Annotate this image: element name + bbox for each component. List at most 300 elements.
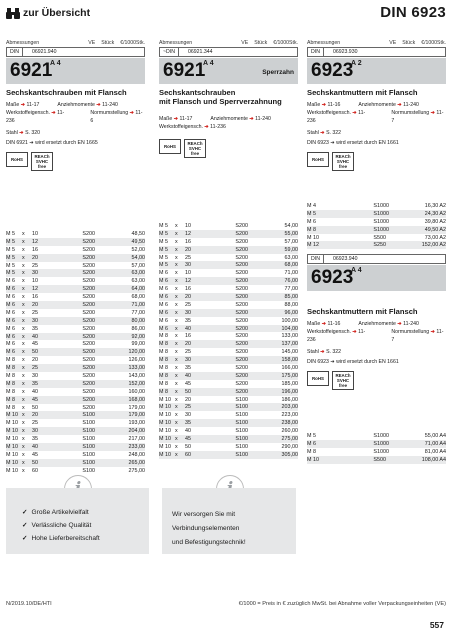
- table-cell: 133,00: [128, 365, 145, 372]
- table-cell: M 8: [159, 333, 168, 340]
- table-cell: M 6: [6, 278, 15, 285]
- table-cell: 200: [239, 230, 248, 237]
- table-cell: 223,00: [281, 412, 298, 419]
- table-cell: M 8: [159, 364, 168, 371]
- table-cell: S: [235, 428, 239, 435]
- table-cell: M 6: [6, 349, 15, 356]
- table-cell: 40: [185, 428, 191, 435]
- table-cell: M 6: [159, 293, 168, 300]
- table-cell: 179,00: [128, 404, 145, 411]
- table-cell: M 10: [6, 420, 18, 427]
- page-title: DIN 6923: [380, 4, 446, 21]
- table-cell: 71,00: [131, 301, 145, 308]
- table-row: [307, 218, 446, 226]
- table-row: [6, 427, 145, 435]
- table-cell: 63,00: [131, 278, 145, 285]
- table-cell: M 6: [159, 325, 168, 332]
- table-cell: 100: [239, 428, 248, 435]
- table-cell: S: [82, 404, 86, 411]
- table-cell: x: [175, 435, 178, 442]
- table-cell: S: [235, 451, 239, 458]
- table-cell: 100: [239, 443, 248, 450]
- rohs-badge: RoHS: [307, 152, 329, 167]
- table-cell: 16,30 A2: [424, 202, 446, 209]
- table-cell: 20: [185, 293, 191, 300]
- table-row: [307, 448, 446, 456]
- table-cell: S: [82, 270, 86, 277]
- table-cell: x: [22, 333, 25, 340]
- table-cell: 290,00: [281, 443, 298, 450]
- table-cell: 12: [32, 286, 38, 293]
- table-row: [159, 348, 298, 356]
- table-cell: x: [175, 301, 178, 308]
- table-cell: 166,00: [281, 364, 298, 371]
- table-cell: 200: [239, 357, 248, 364]
- table-cell: x: [22, 451, 25, 458]
- table-cell: 100: [239, 435, 248, 442]
- table-cell: 30: [185, 309, 191, 316]
- table-cell: 200: [86, 372, 95, 379]
- table-row: [159, 222, 298, 230]
- table-cell: 200: [86, 357, 95, 364]
- table-cell: 275,00: [128, 467, 145, 474]
- page-number: 557: [429, 620, 444, 630]
- table-row: [159, 380, 298, 388]
- table-cell: x: [175, 357, 178, 364]
- table-row: [6, 238, 145, 246]
- table-cell: 250: [377, 242, 386, 249]
- table-cell: 60: [32, 467, 38, 474]
- table-cell: 200: [239, 270, 248, 277]
- table-cell: M 6: [6, 286, 15, 293]
- table-row: [307, 432, 446, 440]
- spec-link[interactable]: Normumstellung ➔ 11-7: [391, 110, 444, 124]
- table-cell: x: [22, 246, 25, 253]
- table-cell: S: [235, 435, 239, 442]
- table-cell: 200: [86, 270, 95, 277]
- table-cell: 25: [185, 404, 191, 411]
- table-cell: x: [175, 341, 178, 348]
- table-cell: S: [373, 440, 377, 447]
- table-cell: S: [373, 242, 377, 249]
- table-cell: 143,00: [128, 372, 145, 379]
- table-cell: 152,00: [128, 380, 145, 387]
- table-cell: 25: [185, 254, 191, 261]
- standard-note: DIN 6923 ➔ wird ersetzt durch EN 1661: [307, 140, 399, 146]
- table-cell: 200: [239, 364, 248, 371]
- table-cell: x: [175, 428, 178, 435]
- table-cell: 63,00: [284, 254, 298, 261]
- table-cell: x: [175, 270, 178, 277]
- table-cell: 40: [185, 372, 191, 379]
- table-cell: 100: [86, 428, 95, 435]
- table-cell: 137,00: [281, 341, 298, 348]
- price-table-6921-sperrzahn: [159, 222, 298, 459]
- table-cell: S: [82, 278, 86, 285]
- table-cell: S: [82, 246, 86, 253]
- compliance-badges: [159, 139, 298, 158]
- table-row: [6, 262, 145, 270]
- table-cell: 35: [185, 317, 191, 324]
- table-cell: S: [235, 372, 239, 379]
- table-row: [6, 380, 145, 388]
- table-cell: S: [235, 286, 239, 293]
- table-row: [159, 396, 298, 404]
- table-cell: 1000: [377, 448, 389, 455]
- table-row: [6, 293, 145, 301]
- table-cell: 200: [239, 254, 248, 261]
- table-cell: 35: [185, 420, 191, 427]
- table-cell: 158,00: [281, 357, 298, 364]
- column-6921-sperrzahn: [159, 40, 298, 158]
- spec-link[interactable]: Stahl ➔ S. 322: [307, 349, 342, 355]
- spec-link[interactable]: Maße ➔ 11-17: [6, 102, 40, 108]
- table-cell: 200: [239, 388, 248, 395]
- table-cell: M 10: [6, 436, 18, 443]
- table-row: [307, 234, 446, 242]
- table-cell: 16: [32, 246, 38, 253]
- table-row: [6, 309, 145, 317]
- table-cell: x: [175, 309, 178, 316]
- table-cell: 71,00: [284, 270, 298, 277]
- table-row: [6, 285, 145, 293]
- table-cell: M 8: [6, 380, 15, 387]
- table-cell: S: [82, 420, 86, 427]
- table-cell: 200: [86, 301, 95, 308]
- table-cell: M 5: [159, 246, 168, 253]
- table-cell: 50: [32, 404, 38, 411]
- article-code: DIN 06923.940: [307, 254, 446, 264]
- reach-badge: REACh SVHC free: [31, 152, 53, 171]
- table-cell: 200: [86, 246, 95, 253]
- table-cell: S: [373, 448, 377, 455]
- table-row: [6, 404, 145, 412]
- table-cell: 45: [185, 435, 191, 442]
- table-cell: 45: [32, 451, 38, 458]
- table-cell: x: [175, 443, 178, 450]
- table-cell: 179,00: [128, 412, 145, 419]
- table-cell: 48,50: [131, 230, 145, 237]
- table-cell: 145,00: [281, 349, 298, 356]
- table-cell: 50: [32, 349, 38, 356]
- table-cell: x: [22, 349, 25, 356]
- table-cell: M 10: [6, 428, 18, 435]
- table-cell: S: [82, 372, 86, 379]
- table-cell: 77,00: [284, 286, 298, 293]
- table-cell: x: [22, 262, 25, 269]
- table-cell: 200: [239, 380, 248, 387]
- table-cell: x: [22, 278, 25, 285]
- standard-note: DIN 6921 ➔ wird ersetzt durch EN 1665: [6, 140, 98, 146]
- table-cell: x: [22, 365, 25, 372]
- table-cell: 45: [32, 396, 38, 403]
- material-grade: A 4: [203, 60, 214, 67]
- table-cell: M 10: [159, 412, 171, 419]
- table-cell: M 5: [159, 254, 168, 261]
- table-cell: M 6: [6, 325, 15, 332]
- table-cell: x: [175, 293, 178, 300]
- table-cell: x: [175, 404, 178, 411]
- table-cell: x: [175, 254, 178, 261]
- table-row: [159, 340, 298, 348]
- table-cell: 71,00 A4: [424, 440, 446, 447]
- table-row: [6, 348, 145, 356]
- table-cell: M 8: [6, 357, 15, 364]
- table-cell: 200: [86, 388, 95, 395]
- table-cell: M 8: [307, 448, 316, 455]
- table-cell: 16: [185, 238, 191, 245]
- table-cell: 1000: [377, 210, 389, 217]
- table-cell: S: [82, 459, 86, 466]
- table-cell: 200: [86, 309, 95, 316]
- table-cell: 30: [185, 262, 191, 269]
- table-cell: M 10: [307, 456, 319, 463]
- spec-link[interactable]: Werkstoffeigensch. ➔ 11-236: [6, 110, 65, 124]
- table-cell: S: [235, 230, 239, 237]
- table-cell: 100: [239, 412, 248, 419]
- table-cell: M 10: [6, 451, 18, 458]
- table-cell: x: [175, 420, 178, 427]
- table-cell: 238,00: [281, 420, 298, 427]
- table-cell: S: [235, 333, 239, 340]
- table-cell: 200: [239, 309, 248, 316]
- table-cell: 25: [32, 365, 38, 372]
- table-row: [307, 241, 446, 249]
- spec-link[interactable]: Werkstoffeigensch. ➔ 11-236: [159, 124, 226, 130]
- table-cell: M 12: [307, 242, 319, 249]
- spec-link[interactable]: Stahl ➔ S. 320: [6, 130, 41, 136]
- table-cell: 200: [86, 238, 95, 245]
- spec-link[interactable]: Normumstellung ➔ 11-7: [391, 329, 444, 343]
- table-cell: x: [22, 357, 25, 364]
- table-cell: M 8: [159, 341, 168, 348]
- article-code: ~DIN 06921.344: [159, 47, 298, 57]
- table-cell: M 10: [159, 435, 171, 442]
- table-cell: 76,00: [284, 278, 298, 285]
- table-cell: 200: [86, 278, 95, 285]
- table-cell: 88,00: [284, 301, 298, 308]
- table-row: [6, 333, 145, 341]
- reach-badge: REACh SVHC free: [184, 139, 206, 158]
- table-cell: S: [82, 412, 86, 419]
- table-row: [6, 451, 145, 459]
- table-cell: 265,00: [128, 459, 145, 466]
- table-cell: S: [82, 301, 86, 308]
- spec-link[interactable]: Anziehmomente ➔ 11-240: [358, 102, 419, 108]
- column-6921-a4: [6, 40, 145, 171]
- spec-link[interactable]: Anziehmomente ➔ 11-240: [210, 116, 271, 122]
- table-cell: 50: [185, 388, 191, 395]
- price-table-6921-a4: [6, 230, 145, 475]
- table-cell: 196,00: [281, 388, 298, 395]
- product-title: Sechskantmuttern mit Flansch: [307, 307, 418, 316]
- table-row: [6, 269, 145, 277]
- table-cell: 16: [185, 333, 191, 340]
- table-row: [307, 202, 446, 210]
- table-cell: 40: [185, 325, 191, 332]
- table-cell: S: [82, 349, 86, 356]
- table-cell: S: [82, 467, 86, 474]
- column-header: Abmessungen VE Stück €/1000Stk.: [307, 40, 446, 46]
- table-cell: S: [82, 341, 86, 348]
- table-cell: x: [175, 325, 178, 332]
- table-cell: 77,00: [131, 309, 145, 316]
- table-cell: 120,00: [128, 349, 145, 356]
- table-cell: 204,00: [128, 428, 145, 435]
- column-6923: [307, 40, 446, 171]
- table-cell: S: [235, 396, 239, 403]
- spec-link[interactable]: Anziehmomente ➔ 11-240: [358, 321, 419, 327]
- table-cell: S: [235, 364, 239, 371]
- table-cell: S: [235, 301, 239, 308]
- article-number: 6921: [10, 60, 53, 81]
- table-cell: 186,00: [281, 396, 298, 403]
- table-cell: S: [235, 443, 239, 450]
- feature-item: ✓ Verlässliche Qualität: [22, 519, 149, 532]
- table-cell: S: [235, 349, 239, 356]
- table-cell: 12: [185, 230, 191, 237]
- table-cell: 12: [185, 278, 191, 285]
- table-cell: 200: [86, 349, 95, 356]
- table-cell: 200: [239, 317, 248, 324]
- table-cell: 100: [86, 412, 95, 419]
- column-header: Abmessungen VE Stück €/1000Stk.: [6, 40, 145, 46]
- table-row: [159, 356, 298, 364]
- table-cell: 20: [32, 254, 38, 261]
- table-cell: S: [373, 218, 377, 225]
- table-cell: 35: [32, 380, 38, 387]
- table-cell: 10: [185, 222, 191, 229]
- table-cell: 30: [185, 412, 191, 419]
- table-cell: S: [373, 226, 377, 233]
- table-cell: 200: [239, 293, 248, 300]
- table-cell: x: [175, 388, 178, 395]
- table-row: [307, 226, 446, 234]
- spec-link[interactable]: Stahl ➔ S. 322: [307, 130, 342, 136]
- table-cell: S: [235, 412, 239, 419]
- table-cell: 63,00: [131, 270, 145, 277]
- table-cell: M 10: [6, 412, 18, 419]
- table-cell: 100: [86, 467, 95, 474]
- table-cell: 20: [32, 357, 38, 364]
- table-cell: S: [82, 294, 86, 301]
- table-cell: 185,00: [281, 380, 298, 387]
- table-cell: 10: [185, 270, 191, 277]
- table-cell: S: [82, 309, 86, 316]
- table-cell: 200: [239, 286, 248, 293]
- table-cell: M 10: [6, 443, 18, 450]
- table-cell: M 8: [6, 365, 15, 372]
- table-row: [6, 246, 145, 254]
- table-row: [159, 238, 298, 246]
- table-cell: S: [235, 238, 239, 245]
- table-row: [6, 372, 145, 380]
- table-cell: S: [235, 246, 239, 253]
- table-cell: 54,00: [131, 254, 145, 261]
- table-cell: x: [22, 325, 25, 332]
- table-cell: S: [235, 222, 239, 229]
- table-row: [159, 230, 298, 238]
- table-cell: x: [22, 301, 25, 308]
- table-row: [6, 364, 145, 372]
- table-cell: 55,00: [284, 230, 298, 237]
- table-cell: 100: [86, 459, 95, 466]
- product-6923-a4: [307, 253, 446, 390]
- rohs-badge: RoHS: [307, 371, 329, 386]
- table-cell: S: [82, 443, 86, 450]
- table-cell: M 8: [159, 349, 168, 356]
- table-cell: M 6: [159, 317, 168, 324]
- spec-link[interactable]: Maße ➔ 11-16: [307, 102, 341, 108]
- table-cell: 25: [32, 262, 38, 269]
- table-cell: 50: [185, 443, 191, 450]
- table-cell: 104,00: [281, 325, 298, 332]
- table-cell: x: [175, 333, 178, 340]
- table-cell: S: [373, 210, 377, 217]
- back-to-overview-link[interactable]: [6, 6, 90, 20]
- table-cell: 52,00: [131, 246, 145, 253]
- table-cell: x: [22, 380, 25, 387]
- table-cell: 217,00: [128, 436, 145, 443]
- top-bar: [6, 4, 446, 26]
- table-cell: x: [22, 443, 25, 450]
- spec-link[interactable]: Normumstellung ➔ 11-6: [90, 110, 143, 124]
- spec-link[interactable]: Maße ➔ 11-17: [159, 116, 193, 122]
- table-cell: 30: [32, 317, 38, 324]
- table-cell: M 10: [159, 420, 171, 427]
- table-cell: 54,00: [284, 222, 298, 229]
- table-cell: 200: [86, 254, 95, 261]
- table-cell: x: [22, 388, 25, 395]
- table-cell: S: [373, 432, 377, 439]
- spec-link[interactable]: Werkstoffeigensch. ➔ 11-236: [307, 329, 366, 343]
- table-cell: 68,00: [284, 262, 298, 269]
- table-cell: S: [235, 325, 239, 332]
- table-cell: 96,00: [284, 309, 298, 316]
- table-cell: M 8: [6, 396, 15, 403]
- table-cell: x: [22, 372, 25, 379]
- spec-link[interactable]: Anziehmomente ➔ 11-240: [57, 102, 118, 108]
- table-cell: M 10: [159, 396, 171, 403]
- table-cell: 175,00: [281, 372, 298, 379]
- table-cell: 200: [86, 325, 95, 332]
- table-cell: 100,00: [281, 317, 298, 324]
- table-cell: 64,00: [131, 286, 145, 293]
- table-cell: 152,00 A2: [421, 242, 446, 249]
- table-row: [159, 435, 298, 443]
- table-cell: 30: [32, 372, 38, 379]
- table-cell: S: [235, 420, 239, 427]
- table-cell: S: [235, 380, 239, 387]
- feature-item: ✓ Hohe Lieferbereitschaft: [22, 532, 149, 545]
- table-cell: 200: [239, 372, 248, 379]
- article-number: 6923: [311, 267, 354, 288]
- table-cell: 168,00: [128, 396, 145, 403]
- table-cell: x: [22, 412, 25, 419]
- table-cell: 200: [239, 325, 248, 332]
- spec-link[interactable]: Maße ➔ 11-16: [307, 321, 341, 327]
- table-cell: M 10: [6, 467, 18, 474]
- table-cell: 200: [239, 238, 248, 245]
- table-cell: 160,00: [128, 388, 145, 395]
- feature-item: ✓ Große Artikelvielfalt: [22, 506, 149, 519]
- spec-link[interactable]: Werkstoffeigensch. ➔ 11-236: [307, 110, 366, 124]
- table-row: [159, 293, 298, 301]
- table-cell: x: [175, 364, 178, 371]
- table-cell: x: [22, 459, 25, 466]
- table-cell: S: [82, 396, 86, 403]
- product-title: Sechskantschrauben mit Flansch: [6, 88, 127, 97]
